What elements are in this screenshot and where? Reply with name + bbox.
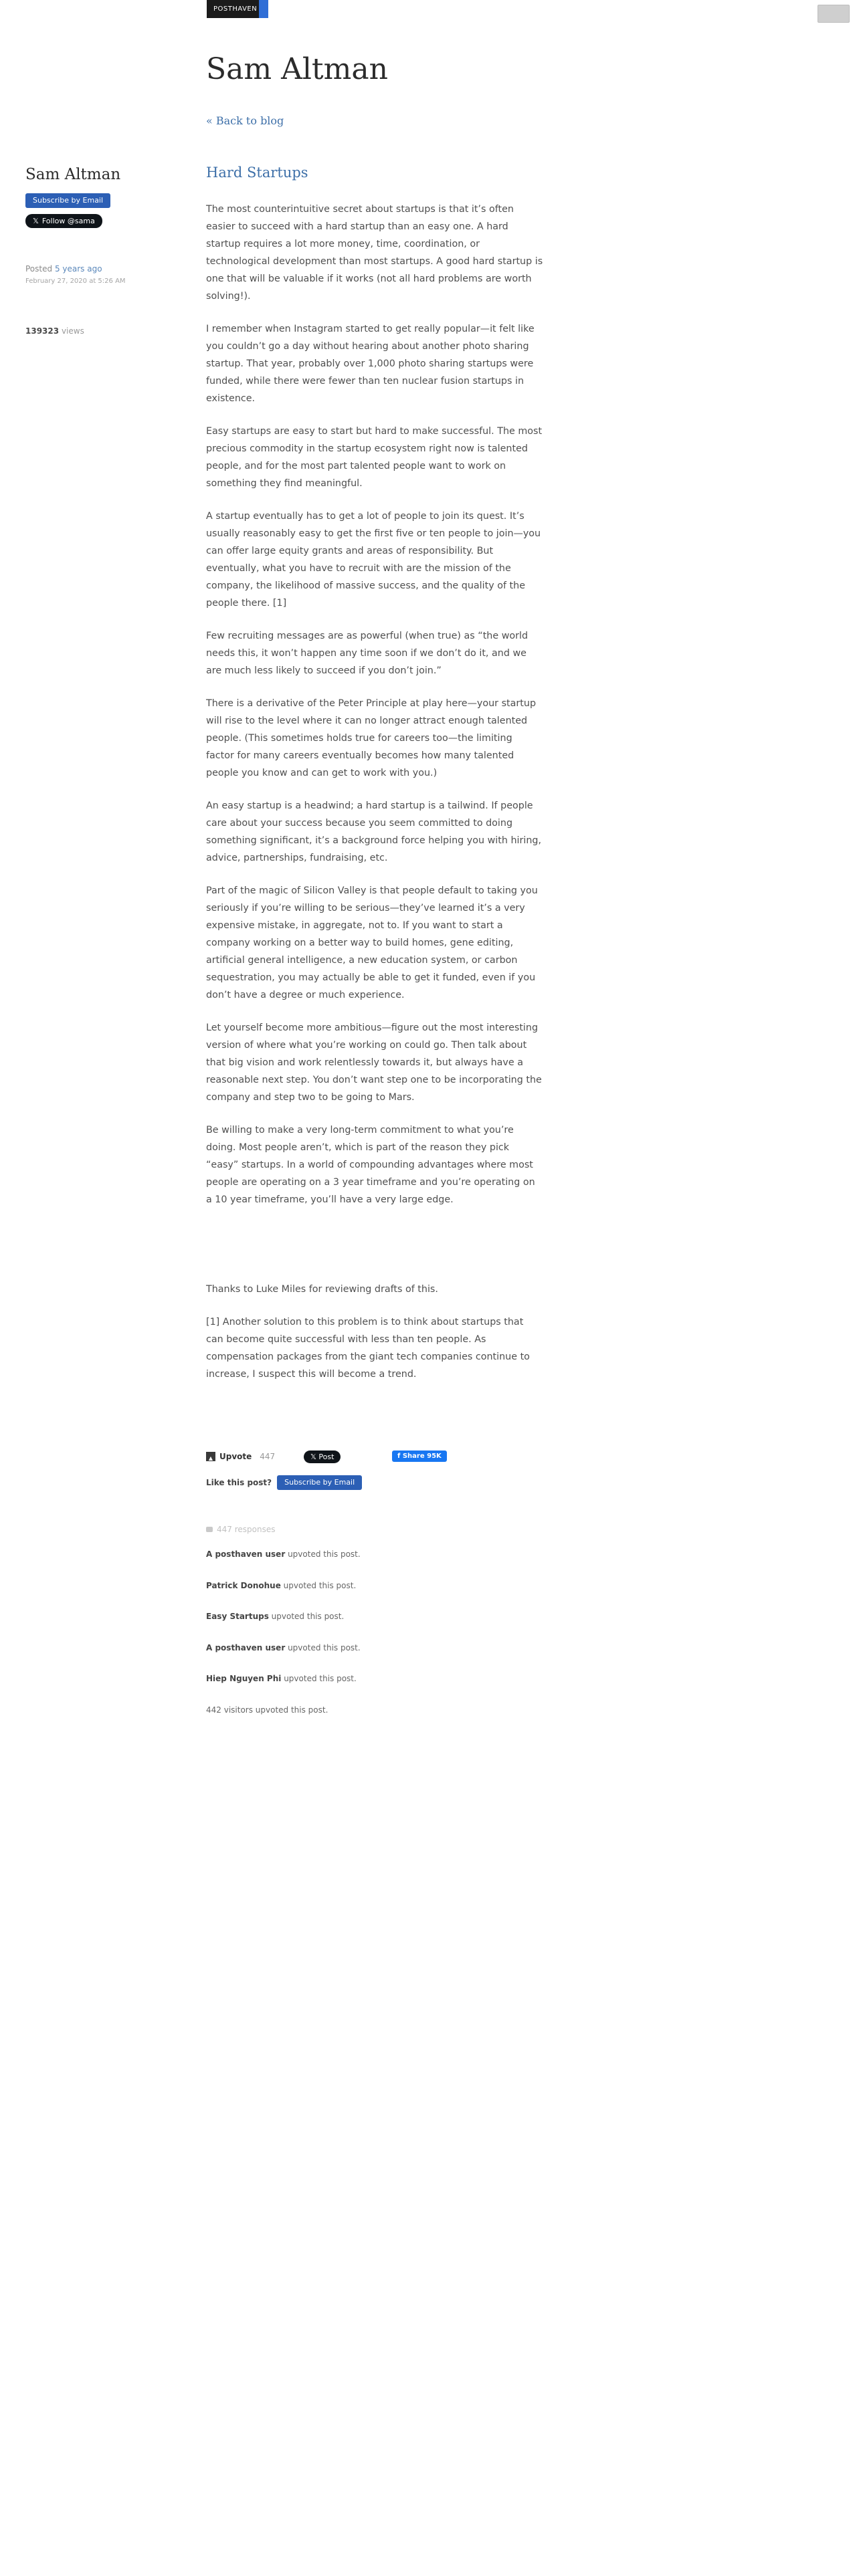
upvoter-text: upvoted this post.: [283, 1580, 357, 1590]
upvoter-name[interactable]: Patrick Donohue: [206, 1580, 281, 1590]
facebook-logo-icon: f: [397, 1453, 401, 1460]
like-this-post: [206, 1475, 362, 1490]
follow-button-label: Follow @sama: [41, 217, 95, 225]
x-post-button[interactable]: [304, 1451, 341, 1463]
post-footnote: [1] Another solution to this problem is to think about startups that can become quite successful with less than ten people. As compensation packages from the giant tech companies continue to increase, I suspect this will become a trend.: [206, 1317, 530, 1380]
views-counter: [25, 326, 173, 336]
post-paragraph: A startup eventually has to get a lot of people to join its quest. It’s usually reasonably easy to get the first five or ten people to join—you can offer large equity grants and areas of responsibility. But eventually, what you have to recruit with are the mission of the company, the likelihood of massive success, and the quality of the people there. [1]: [206, 511, 541, 609]
facebook-share-label: Share 95K: [402, 1453, 442, 1460]
upvoter-text: upvoted this post.: [288, 1642, 361, 1652]
upvoter-text: upvoted this post.: [271, 1612, 345, 1621]
post-paragraph: Be willing to make a very long-term commitment to what you’re doing. Most people aren’t, which is part of the reason they pick “easy” startups. In a world of compounding advantages where most people are operating on a 3 year timeframe and you’re operating on a 10 year timeframe, you’ll have a very large edge.: [206, 1125, 535, 1205]
post-acknowledgement: Thanks to Luke Miles for reviewing drafts of this.: [206, 1284, 438, 1295]
sidebar-subscribe-button[interactable]: Subscribe by Email: [25, 193, 110, 208]
list-item: [206, 1549, 541, 1581]
badge-accent: [259, 0, 268, 18]
posted-prefix: Posted: [25, 264, 53, 274]
follow-button[interactable]: [25, 214, 102, 228]
post-paragraph: There is a derivative of the Peter Principle at play here—your startup will rise to the level where it can no longer attract enough talented people. (This sometimes holds true for careers too—the limiting factor for many careers eventually becomes how many talented people you know and can get to work with you.): [206, 698, 537, 778]
posted-date: February 27, 2020 at 5:26 AM: [25, 278, 126, 285]
responses-count: 447 responses: [217, 1525, 276, 1534]
upvote-count: 447: [260, 1452, 276, 1461]
bottom-subscribe-button[interactable]: Subscribe by Email: [277, 1475, 362, 1490]
post-actions: [206, 1450, 607, 1465]
post-paragraph: I remember when Instagram started to get really popular—it felt like you couldn’t go a day without hearing about another photo sharing startup. That year, probably over 1,000 photo sharing startups were funded, while there were fewer than ten nuclear fusion startups in existence.: [206, 324, 535, 404]
post-paragraph: The most counterintuitive secret about startups is that it’s often easier to succeed with a hard startup than an easy one. A hard startup requires a lot more money, time, coordination, or technological development than most startups. A good hard startup is one that will be valuable if it works (not all hard problems are worth solving!).: [206, 204, 543, 302]
views-count: 139323: [25, 326, 60, 336]
posted-relative-link[interactable]: 5 years ago: [54, 264, 102, 274]
post-paragraph: Part of the magic of Silicon Valley is that people default to taking you seriously if you’re willing to be serious—they’ve learned it’s a very expensive mistake, in aggregate, not to. If you want to start a company working on a better way to build homes, gene editing, artificial general intelligence, a new education system, or carbon sequestration, you may actually be able to get it funded, even if you don’t have a degree or much experience.: [206, 885, 538, 1000]
upvoter-list: [206, 1549, 541, 1736]
facebook-share-button[interactable]: [392, 1451, 447, 1462]
views-label: views: [61, 326, 84, 336]
posthaven-badge-label: POSTHAVEN: [213, 5, 258, 13]
login-button[interactable]: [818, 5, 850, 23]
post-paragraph: An easy startup is a headwind; a hard startup is a tailwind. If people care about your success because you seem committed to doing something significant, it’s a background force helping you with hiring, advice, partnerships, fundraising, etc.: [206, 800, 542, 863]
responses-header[interactable]: [206, 1525, 275, 1534]
x-logo-icon: 𝕏: [310, 1453, 316, 1461]
back-to-blog-link[interactable]: « Back to blog: [206, 114, 284, 127]
list-item: [206, 1581, 541, 1612]
upvoter-name[interactable]: A posthaven user: [206, 1642, 286, 1652]
post-paragraph: Few recruiting messages are as powerful (when true) as “the world needs this, it won’t happen any time soon if we don’t do it, and we are much less likely to succeed if you don’t join.”: [206, 631, 529, 676]
posted-line: [25, 264, 173, 274]
posthaven-badge[interactable]: [207, 0, 268, 18]
visitors-summary: 442 visitors upvoted this post.: [206, 1705, 328, 1715]
list-item: [206, 1674, 541, 1705]
post-paragraph: Let yourself become more ambitious—figure out the most interesting version of where what you’re working on could go. Then talk about that big vision and work relentlessly towards it, but always have a reasonable next step. You don’t want step one to be incorporating the company and step two to be going to Mars.: [206, 1023, 542, 1103]
comment-bubble-icon: [206, 1527, 213, 1532]
upvoter-name[interactable]: A posthaven user: [206, 1549, 286, 1559]
upvote-button[interactable]: [206, 1452, 275, 1461]
upvote-label: Upvote: [219, 1452, 252, 1461]
upvoter-name[interactable]: Hiep Nguyen Phi: [206, 1674, 282, 1683]
blog-title[interactable]: Sam Altman: [206, 52, 388, 86]
sidebar-author-name[interactable]: Sam Altman: [25, 166, 121, 183]
sidebar: [25, 166, 173, 336]
post-title[interactable]: Hard Startups: [206, 165, 308, 181]
list-item: [206, 1612, 541, 1643]
list-item: [206, 1643, 541, 1675]
upvote-icon: ▲: [206, 1452, 215, 1461]
post-paragraph: Easy startups are easy to start but hard to make successful. The most precious commodity in the startup ecosystem right now is talented people, and for the most part talented people want to work on something they find meaningful.: [206, 426, 543, 489]
upvoter-text: upvoted this post.: [284, 1674, 357, 1683]
like-prompt: Like this post?: [206, 1478, 272, 1487]
post-body: [206, 201, 543, 1383]
x-logo-icon: 𝕏: [33, 217, 39, 225]
post-content: [206, 165, 543, 1398]
upvoter-text: upvoted this post.: [288, 1549, 361, 1559]
upvoter-name[interactable]: Easy Startups: [206, 1612, 269, 1621]
x-post-label: Post: [318, 1453, 335, 1461]
